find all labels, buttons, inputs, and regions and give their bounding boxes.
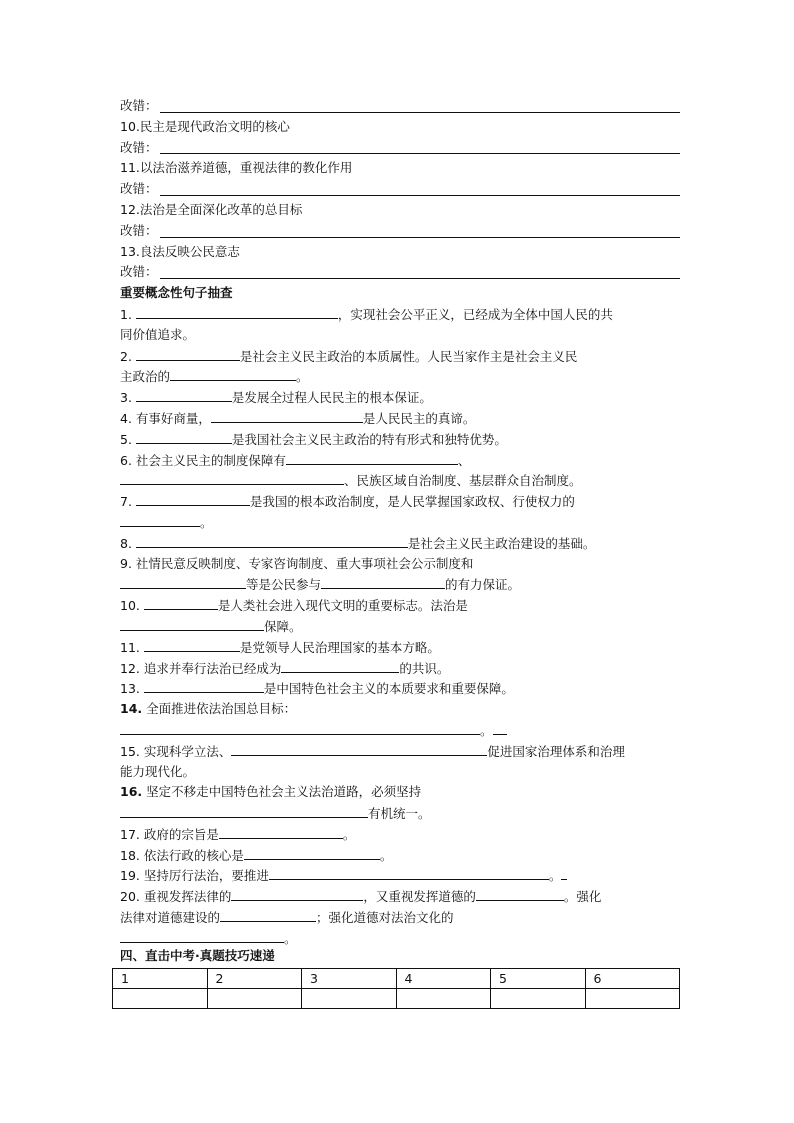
question-5 [120,429,680,450]
question-text: 19. 坚持厉行法治，要推进 [120,868,269,884]
question-text: 15. 实现科学立法、 [120,743,232,759]
question-text: 是党领导人民治理国家的基本方略。 [239,639,440,655]
answer-cell[interactable] [396,989,491,1009]
question-text: 全面推进依法治国总目标： [146,701,297,717]
answer-cell[interactable] [302,989,397,1009]
concept-title: 重要概念性句子抽查 [120,285,233,301]
question-text: ，又重视发挥道德的 [363,889,476,905]
question-2-cont [120,366,680,387]
fill-blank[interactable] [136,387,232,402]
correction-label: 改错： [120,98,158,113]
answer-table [112,968,680,1009]
fill-blank[interactable] [561,865,567,880]
question-text: 是社会主义民主政治建设的基础。 [407,535,596,551]
question-11 [120,637,680,658]
question-number: 2. [120,348,132,364]
question-7 [120,491,680,512]
section-4-title: 四、直击中考·真题技巧速递 [120,948,275,963]
question-text: 是人类社会进入现代文明的重要标志。法治是 [217,598,468,614]
answer-rule[interactable] [160,278,680,279]
fill-blank[interactable] [231,886,363,901]
question-text: 。 [296,369,309,385]
question-7-cont [120,512,680,533]
question-6-cont [120,470,680,491]
question-text: 是我国的根本政治制度，是人民掌握国家政权、行使权力的 [249,494,575,510]
question-text: 是我国社会主义民主政治的特有形式和独特优势。 [231,431,507,447]
fill-blank[interactable] [211,408,363,423]
question-text: 。 [480,722,493,738]
question-6 [120,450,680,471]
question-text: 6. 社会主义民主的制度保障有 [120,452,286,468]
question-13 [120,678,680,699]
wrong-statement: 11.以法治滋养道德，重视法律的教化作用 [120,160,353,176]
correction-line [120,138,680,159]
question-3 [120,387,680,408]
fill-blank[interactable] [120,720,480,735]
question-9-cont [120,574,680,595]
question-17 [120,824,680,845]
question-text: 坚定不移走中国特色社会主义法治道路，必须坚持 [146,784,422,800]
question-number: 14. [120,701,143,717]
question-text: 等是公民参与 [246,577,322,593]
answer-header-row [113,969,680,989]
fill-blank[interactable] [136,429,232,444]
question-18 [120,845,680,866]
question-text: 。 [548,868,562,884]
question-1 [120,304,680,325]
fill-blank[interactable] [476,886,564,901]
question-text: 。 [200,514,213,530]
fill-blank[interactable] [120,803,368,818]
answer-cell[interactable] [585,989,680,1009]
question-number: 11. [120,639,140,655]
answer-rule[interactable] [160,195,680,196]
question-text: 有机统一。 [368,806,431,822]
question-text: ，实现社会公平正义，已经成为全体中国人民的共 [337,306,613,322]
fill-blank[interactable] [144,678,264,693]
question-text: 的有力保证。 [445,577,521,593]
fill-blank[interactable] [231,741,487,756]
question-text: 。 [379,847,393,863]
answer-row [113,989,680,1009]
question-8 [120,533,680,554]
fill-blank[interactable] [136,346,240,361]
fill-blank[interactable] [120,470,344,485]
wrong-statement: 13.良法反映公民意志 [120,243,240,259]
correction-label: 改错： [120,222,158,238]
fill-blank[interactable] [286,450,458,465]
question-14 [120,699,680,720]
fill-blank[interactable] [120,574,246,589]
question-text: 主政治的 [120,369,171,385]
fill-blank[interactable] [136,491,250,506]
fill-blank[interactable] [244,845,380,860]
fill-blank[interactable] [188,304,338,319]
question-number: 5. [120,431,132,447]
question-16 [120,782,680,803]
question-text: 是人民民主的真谛。 [362,410,476,426]
answer-header-cell: 3 [302,969,397,989]
question-text: 的共识。 [399,660,450,676]
question-text: 是发展全过程人民民主的根本保证。 [231,390,432,406]
question-number: 7. [120,494,132,510]
question-15-cont: 能力现代化。 [120,763,196,779]
question-text: 4. 有事好商量， [120,410,211,426]
wrong-statement: 12.法治是全面深化改革的总目标 [120,201,303,217]
worksheet-body [120,96,680,949]
answer-header-cell: 5 [491,969,586,989]
answer-header-cell: 6 [585,969,680,989]
question-10-cont [120,616,680,637]
answer-header-cell: 2 [207,969,302,989]
fill-blank[interactable] [321,574,445,589]
correction-label: 改错： [120,264,158,280]
question-20 [120,886,680,907]
fill-blank[interactable] [281,658,399,673]
question-number: 3. [120,390,132,406]
correction-line [120,96,680,117]
fill-blank[interactable] [269,865,549,880]
question-text: 17. 政府的宗旨是 [120,826,219,842]
answer-rule[interactable] [160,112,680,113]
question-4 [120,408,680,429]
question-text: 18. 依法行政的核心是 [120,847,244,863]
question-number: 16. [120,784,143,800]
question-16-cont [120,803,680,824]
question-text: 。 [342,826,356,842]
question-number: 8. [120,535,132,551]
fill-blank[interactable] [144,637,240,652]
question-number: 13. [120,681,140,697]
fill-blank[interactable] [120,616,264,631]
fill-blank[interactable] [220,907,316,922]
question-text: 是社会主义民主政治的本质属性。人民当家作主是社会主义民 [239,348,578,364]
question-text: ；强化道德对法治文化的 [316,910,454,926]
answer-header-cell: 4 [396,969,491,989]
answer-rule[interactable] [160,237,680,238]
question-9: 9. 社情民意反映制度、专家咨询制度、重大事项社会公示制度和 [120,555,474,571]
fill-blank[interactable] [170,366,296,381]
question-text: 法律对道德建设的 [120,910,221,926]
question-1-cont: 同价值追求。 [120,326,196,342]
correction-line [120,221,680,242]
question-text: 。强化 [563,889,602,905]
correction-label: 改错： [120,181,158,197]
question-text: 、 [457,452,471,468]
question-19 [120,865,680,886]
question-14-cont [120,720,680,741]
fill-blank[interactable] [219,824,343,839]
answer-header-cell: 1 [113,969,208,989]
question-text: 20. 重视发挥法律的 [120,889,232,905]
fill-blank[interactable] [136,304,188,319]
correction-line [120,179,680,200]
question-15 [120,741,680,762]
question-12 [120,658,680,679]
question-text: 保障。 [264,618,302,634]
fill-blank[interactable] [144,595,218,610]
fill-blank[interactable] [120,512,200,527]
answer-cell[interactable] [113,989,208,1009]
correction-line [120,262,680,283]
answer-cell[interactable] [491,989,586,1009]
answer-rule[interactable] [160,153,680,154]
question-text: 、民族区域自治制度、基层群众自治制度。 [344,473,582,489]
wrong-statement: 10.民主是现代政治文明的核心 [120,118,290,134]
question-2 [120,346,680,367]
question-10 [120,595,680,616]
answer-cell[interactable] [207,989,302,1009]
question-text: 是中国特色社会主义的本质要求和重要保障。 [263,681,514,697]
question-20-cont [120,907,680,928]
correction-label: 改错： [120,139,158,155]
question-number: 10. [120,598,140,614]
fill-blank[interactable] [120,928,284,943]
question-text: 12. 追求并奉行法治已经成为 [120,660,282,676]
fill-blank[interactable] [136,533,408,548]
fill-blank[interactable] [493,720,507,735]
question-text: 促进国家治理体系和治理 [487,743,625,759]
question-number: 1. [120,306,132,322]
question-text: 。 [284,930,297,946]
